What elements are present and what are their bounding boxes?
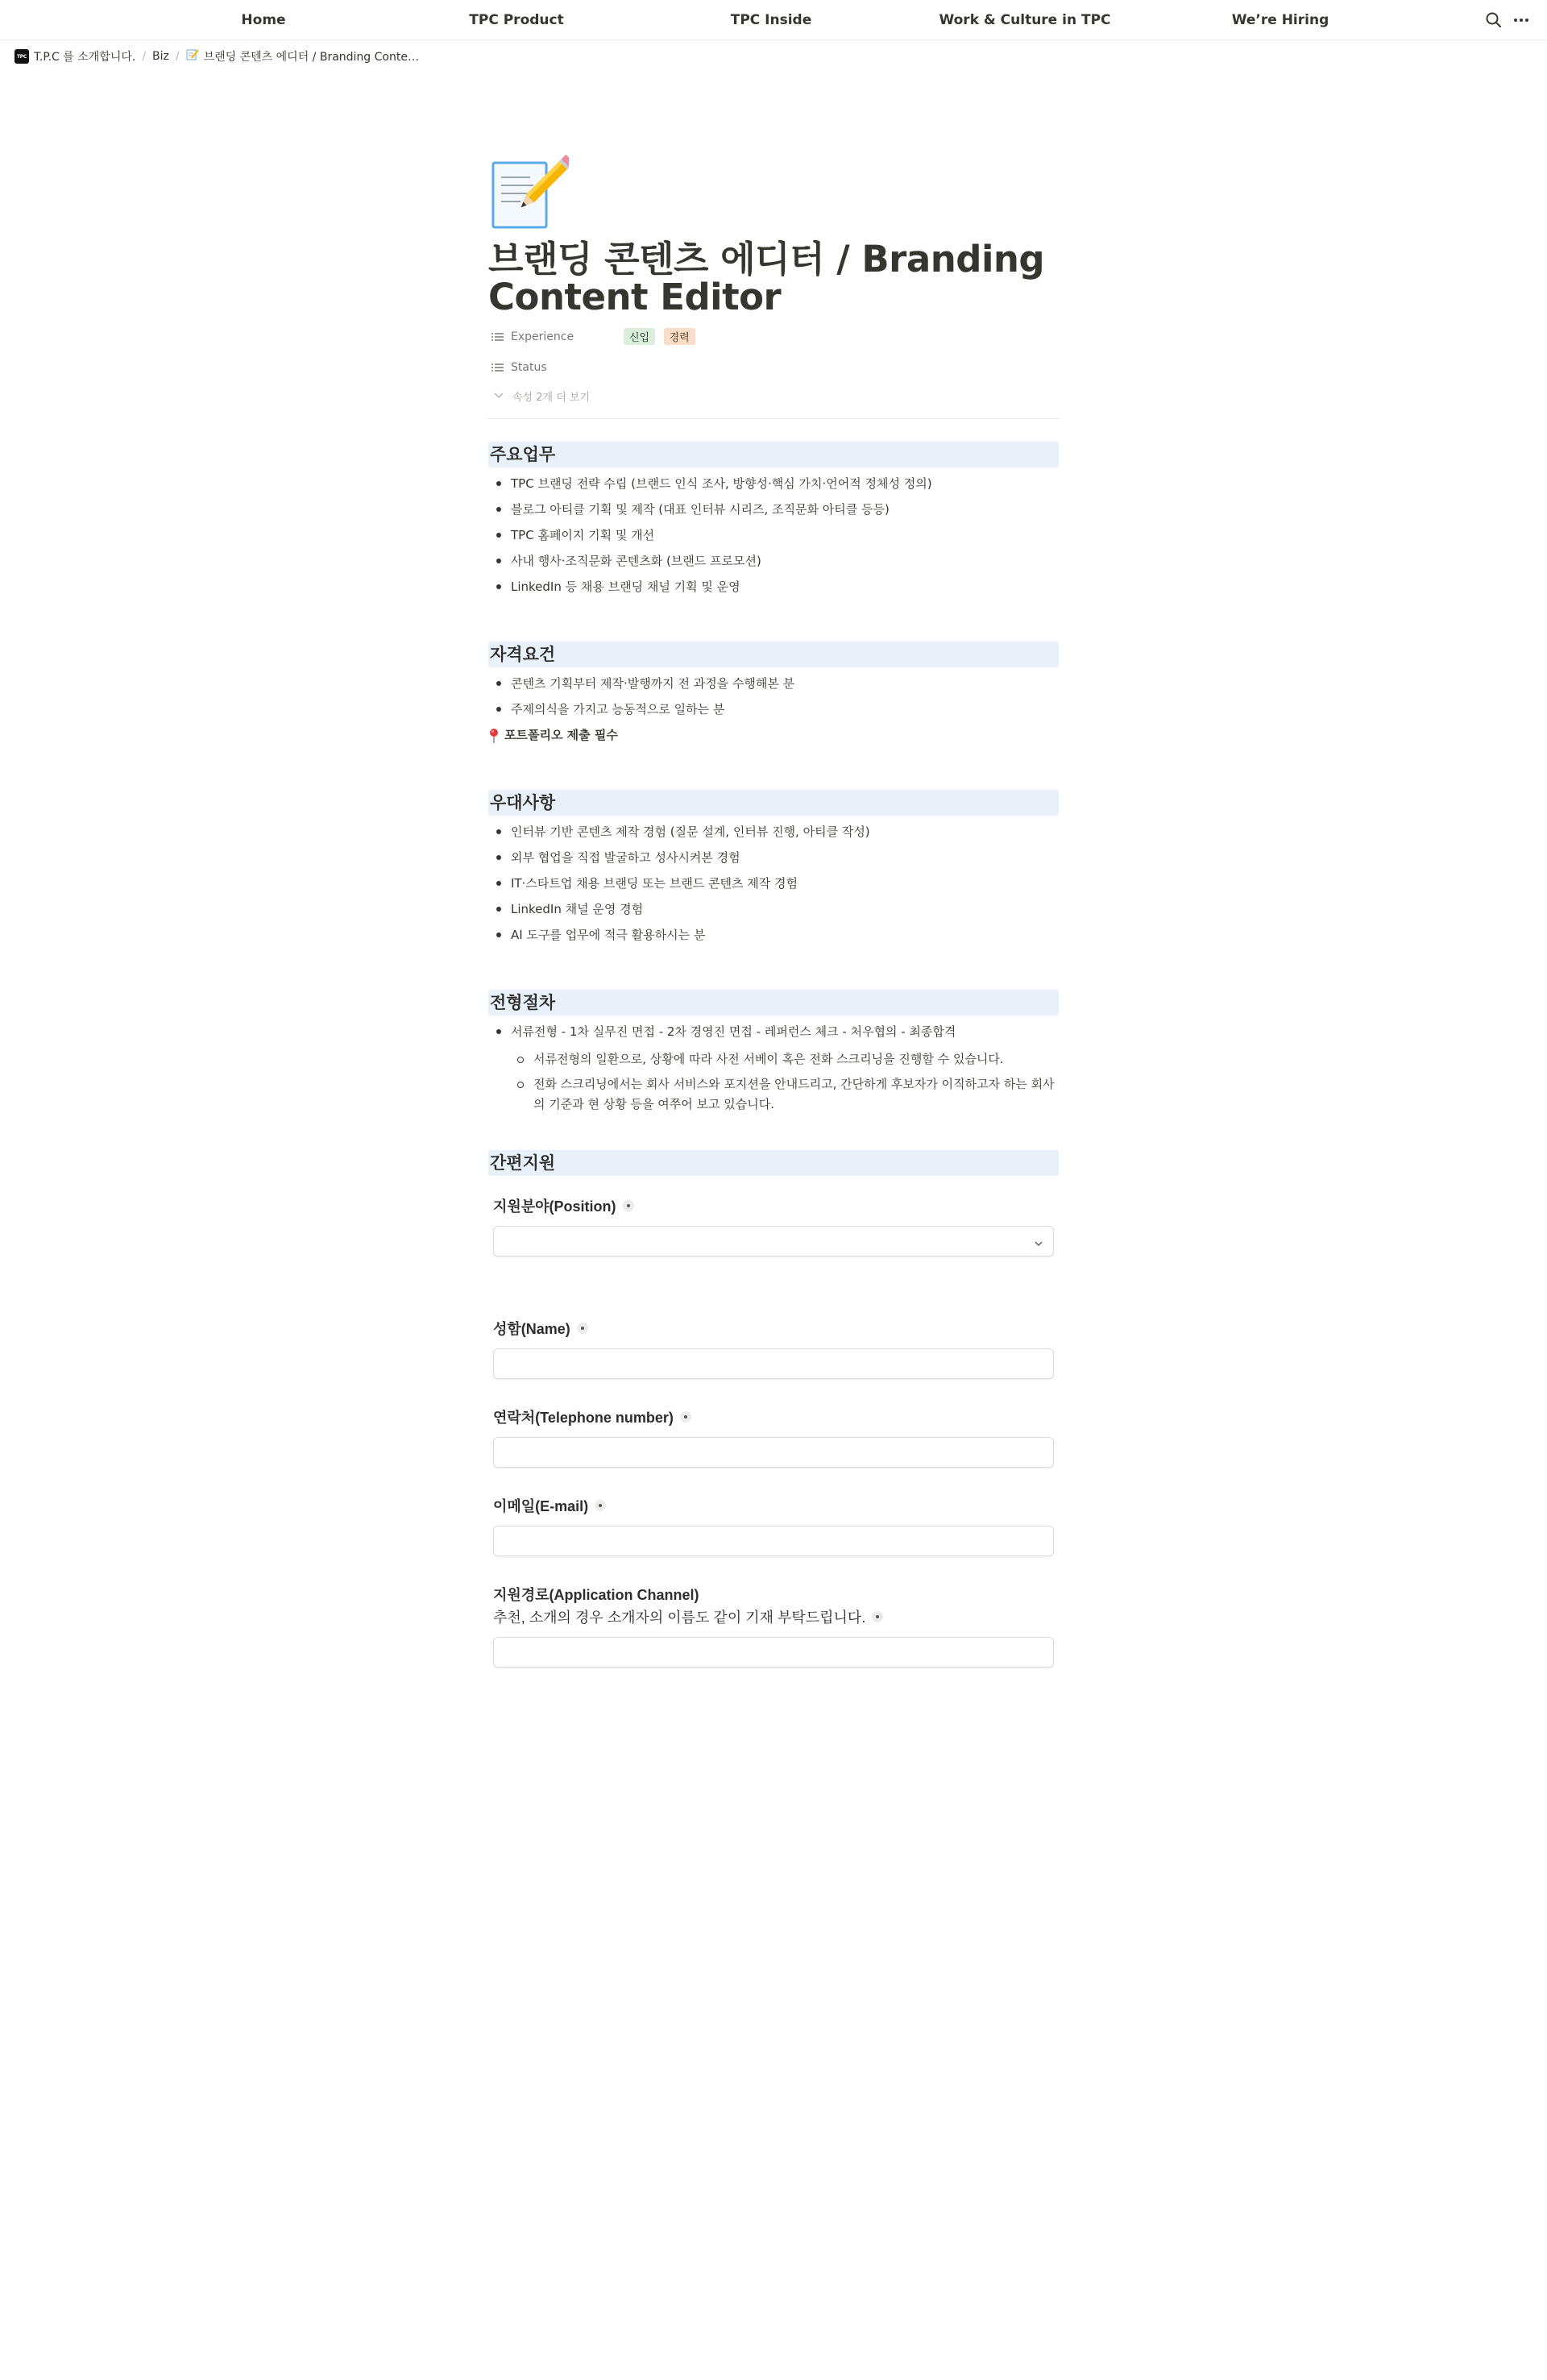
required-indicator-icon — [623, 1200, 634, 1211]
field-name — [493, 1318, 1054, 1379]
email-input[interactable] — [493, 1526, 1054, 1556]
nav-tpc-product[interactable]: TPC Product — [469, 12, 564, 28]
top-navigation — [0, 0, 1547, 40]
breadcrumb-current[interactable] — [183, 47, 422, 66]
field-position — [493, 1195, 1054, 1256]
show-more-label: 속성 2개 더 보기 — [512, 392, 591, 404]
process-sub-list — [511, 1049, 1059, 1115]
tag-experienced: 경력 — [664, 328, 695, 345]
field-label-text: 성함(Name) — [493, 1320, 570, 1337]
breadcrumb-label: Biz — [152, 50, 169, 63]
search-icon[interactable] — [1483, 10, 1504, 31]
field-channel — [493, 1584, 1054, 1668]
property-experience[interactable] — [488, 322, 1059, 352]
phone-input[interactable] — [493, 1437, 1054, 1468]
breadcrumb-home[interactable] — [11, 47, 139, 66]
list-item: 사내 행사·조직문화 콘텐츠화 (브랜드 프로모션) — [488, 548, 1059, 574]
required-indicator-icon — [680, 1411, 691, 1423]
application-form — [488, 1195, 1059, 1668]
nav-tpc-inside[interactable]: TPC Inside — [730, 12, 812, 28]
section-heading-duties: 주요업무 — [488, 442, 1059, 467]
list-item: 콘텐츠 기획부터 제작·발행까지 전 과정을 수행해본 분 — [488, 671, 1059, 696]
section-heading-apply: 간편지원 — [488, 1150, 1059, 1176]
sub-list-item: 서류전형의 일환으로, 상황에 따라 사전 서베이 혹은 전화 스크리닝을 진행할 수 있습니다. — [511, 1049, 1059, 1070]
list-item — [488, 1019, 1059, 1115]
field-phone — [493, 1406, 1054, 1468]
field-label-text: 지원경로(Application Channel) — [493, 1586, 699, 1603]
list-item: AI 도구를 업무에 적극 활용하시는 분 — [488, 922, 1059, 948]
nav-work-culture[interactable]: Work & Culture in TPC — [939, 12, 1111, 28]
field-label — [493, 1584, 1054, 1605]
field-label — [493, 1406, 1054, 1427]
tpc-logo-icon: TPC — [15, 49, 29, 64]
memo-icon — [186, 48, 199, 64]
field-label — [493, 1495, 1054, 1516]
list-item: IT·스타트업 채용 브랜딩 또는 브랜드 콘텐츠 제작 경험 — [488, 870, 1059, 896]
list-icon — [491, 361, 504, 374]
field-label-text: 지원분야(Position) — [493, 1198, 616, 1215]
field-email — [493, 1495, 1054, 1556]
required-indicator-icon — [872, 1611, 883, 1622]
chevron-down-icon — [493, 389, 504, 404]
memo-pencil-icon[interactable] — [488, 152, 569, 232]
divider — [488, 418, 1059, 419]
list-item: TPC 브랜딩 전략 수립 (브랜드 인식 조사, 방향성·핵심 가치·언어적 정체성 정의) — [488, 471, 1059, 496]
page-title: 브랜딩 콘텐츠 에디터 / Branding Content Editor — [488, 238, 1045, 319]
list-item: 주제의식을 가지고 능동적으로 일하는 분 — [488, 696, 1059, 722]
portfolio-note — [488, 722, 1059, 748]
tag-newcomer: 신입 — [624, 328, 655, 345]
breadcrumb-separator: / — [142, 50, 147, 63]
field-label-text: 이메일(E-mail) — [493, 1497, 589, 1514]
property-label: Experience — [511, 330, 574, 343]
field-label-text: 연락처(Telephone number) — [493, 1409, 674, 1426]
list-item: TPC 홈페이지 기획 및 개선 — [488, 522, 1059, 548]
duties-list — [488, 471, 1059, 600]
property-status[interactable] — [488, 352, 1059, 383]
page-content — [488, 152, 1059, 1668]
field-description-text: 추천, 소개의 경우 소개자의 이름도 같이 기재 부탁드립니다. — [493, 1609, 866, 1626]
breadcrumb-separator: / — [175, 50, 180, 63]
preferred-list — [488, 819, 1059, 948]
round-pushpin-icon — [488, 727, 500, 743]
list-item: LinkedIn 등 채용 브랜딩 채널 기획 및 운영 — [488, 574, 1059, 600]
nav-home[interactable]: Home — [241, 12, 286, 28]
chevron-down-icon — [1034, 1236, 1043, 1246]
property-value — [624, 328, 700, 345]
property-label: Status — [511, 360, 547, 374]
field-description — [493, 1606, 1054, 1627]
breadcrumb-biz[interactable] — [149, 48, 172, 64]
channel-input[interactable] — [493, 1637, 1054, 1668]
sub-list-item: 전화 스크리닝에서는 회사 서비스와 포지션을 안내드리고, 간단하게 후보자가 이직하고자 하는 회사의 기준과 현 상황 등을 여쭈어 보고 있습니다. — [511, 1074, 1059, 1115]
section-heading-requirements: 자격요건 — [488, 642, 1059, 667]
nav-hiring[interactable]: We’re Hiring — [1231, 12, 1329, 28]
list-item: 외부 협업을 직접 발굴하고 성사시켜본 경험 — [488, 845, 1059, 870]
field-label — [493, 1195, 1054, 1216]
breadcrumb-label: T.P.C 를 소개합니다. — [34, 51, 136, 64]
list-item: 블로그 아티클 기획 및 제작 (대표 인터뷰 시리즈, 조직문화 아티클 등등) — [488, 496, 1059, 522]
process-steps: 서류전형 - 1차 실무진 면접 - 2차 경영진 면접 - 레퍼런스 체크 - 처우협의 - 최종합격 — [511, 1024, 956, 1039]
breadcrumb — [11, 47, 422, 66]
list-item: LinkedIn 채널 운영 경험 — [488, 896, 1059, 922]
list-icon — [491, 330, 504, 343]
show-more-properties-button[interactable] — [488, 383, 1059, 410]
process-list — [488, 1019, 1059, 1115]
section-heading-process: 전형절차 — [488, 990, 1059, 1016]
position-select[interactable] — [493, 1226, 1054, 1256]
property-name — [488, 361, 624, 374]
name-input[interactable] — [493, 1348, 1054, 1379]
required-indicator-icon — [577, 1323, 588, 1334]
requirements-list — [488, 671, 1059, 722]
property-name — [488, 330, 624, 343]
section-heading-preferred: 우대사항 — [488, 790, 1059, 816]
list-item: 인터뷰 기반 콘텐츠 제작 경험 (질문 설계, 인터뷰 진행, 아티클 작성) — [488, 819, 1059, 845]
more-horizontal-icon[interactable] — [1511, 10, 1532, 31]
portfolio-note-text: 포트폴리오 제출 필수 — [504, 727, 618, 742]
required-indicator-icon — [595, 1500, 606, 1511]
breadcrumb-label: 브랜딩 콘텐츠 에디터 / Branding Conte… — [203, 51, 419, 64]
field-label — [493, 1318, 1054, 1339]
